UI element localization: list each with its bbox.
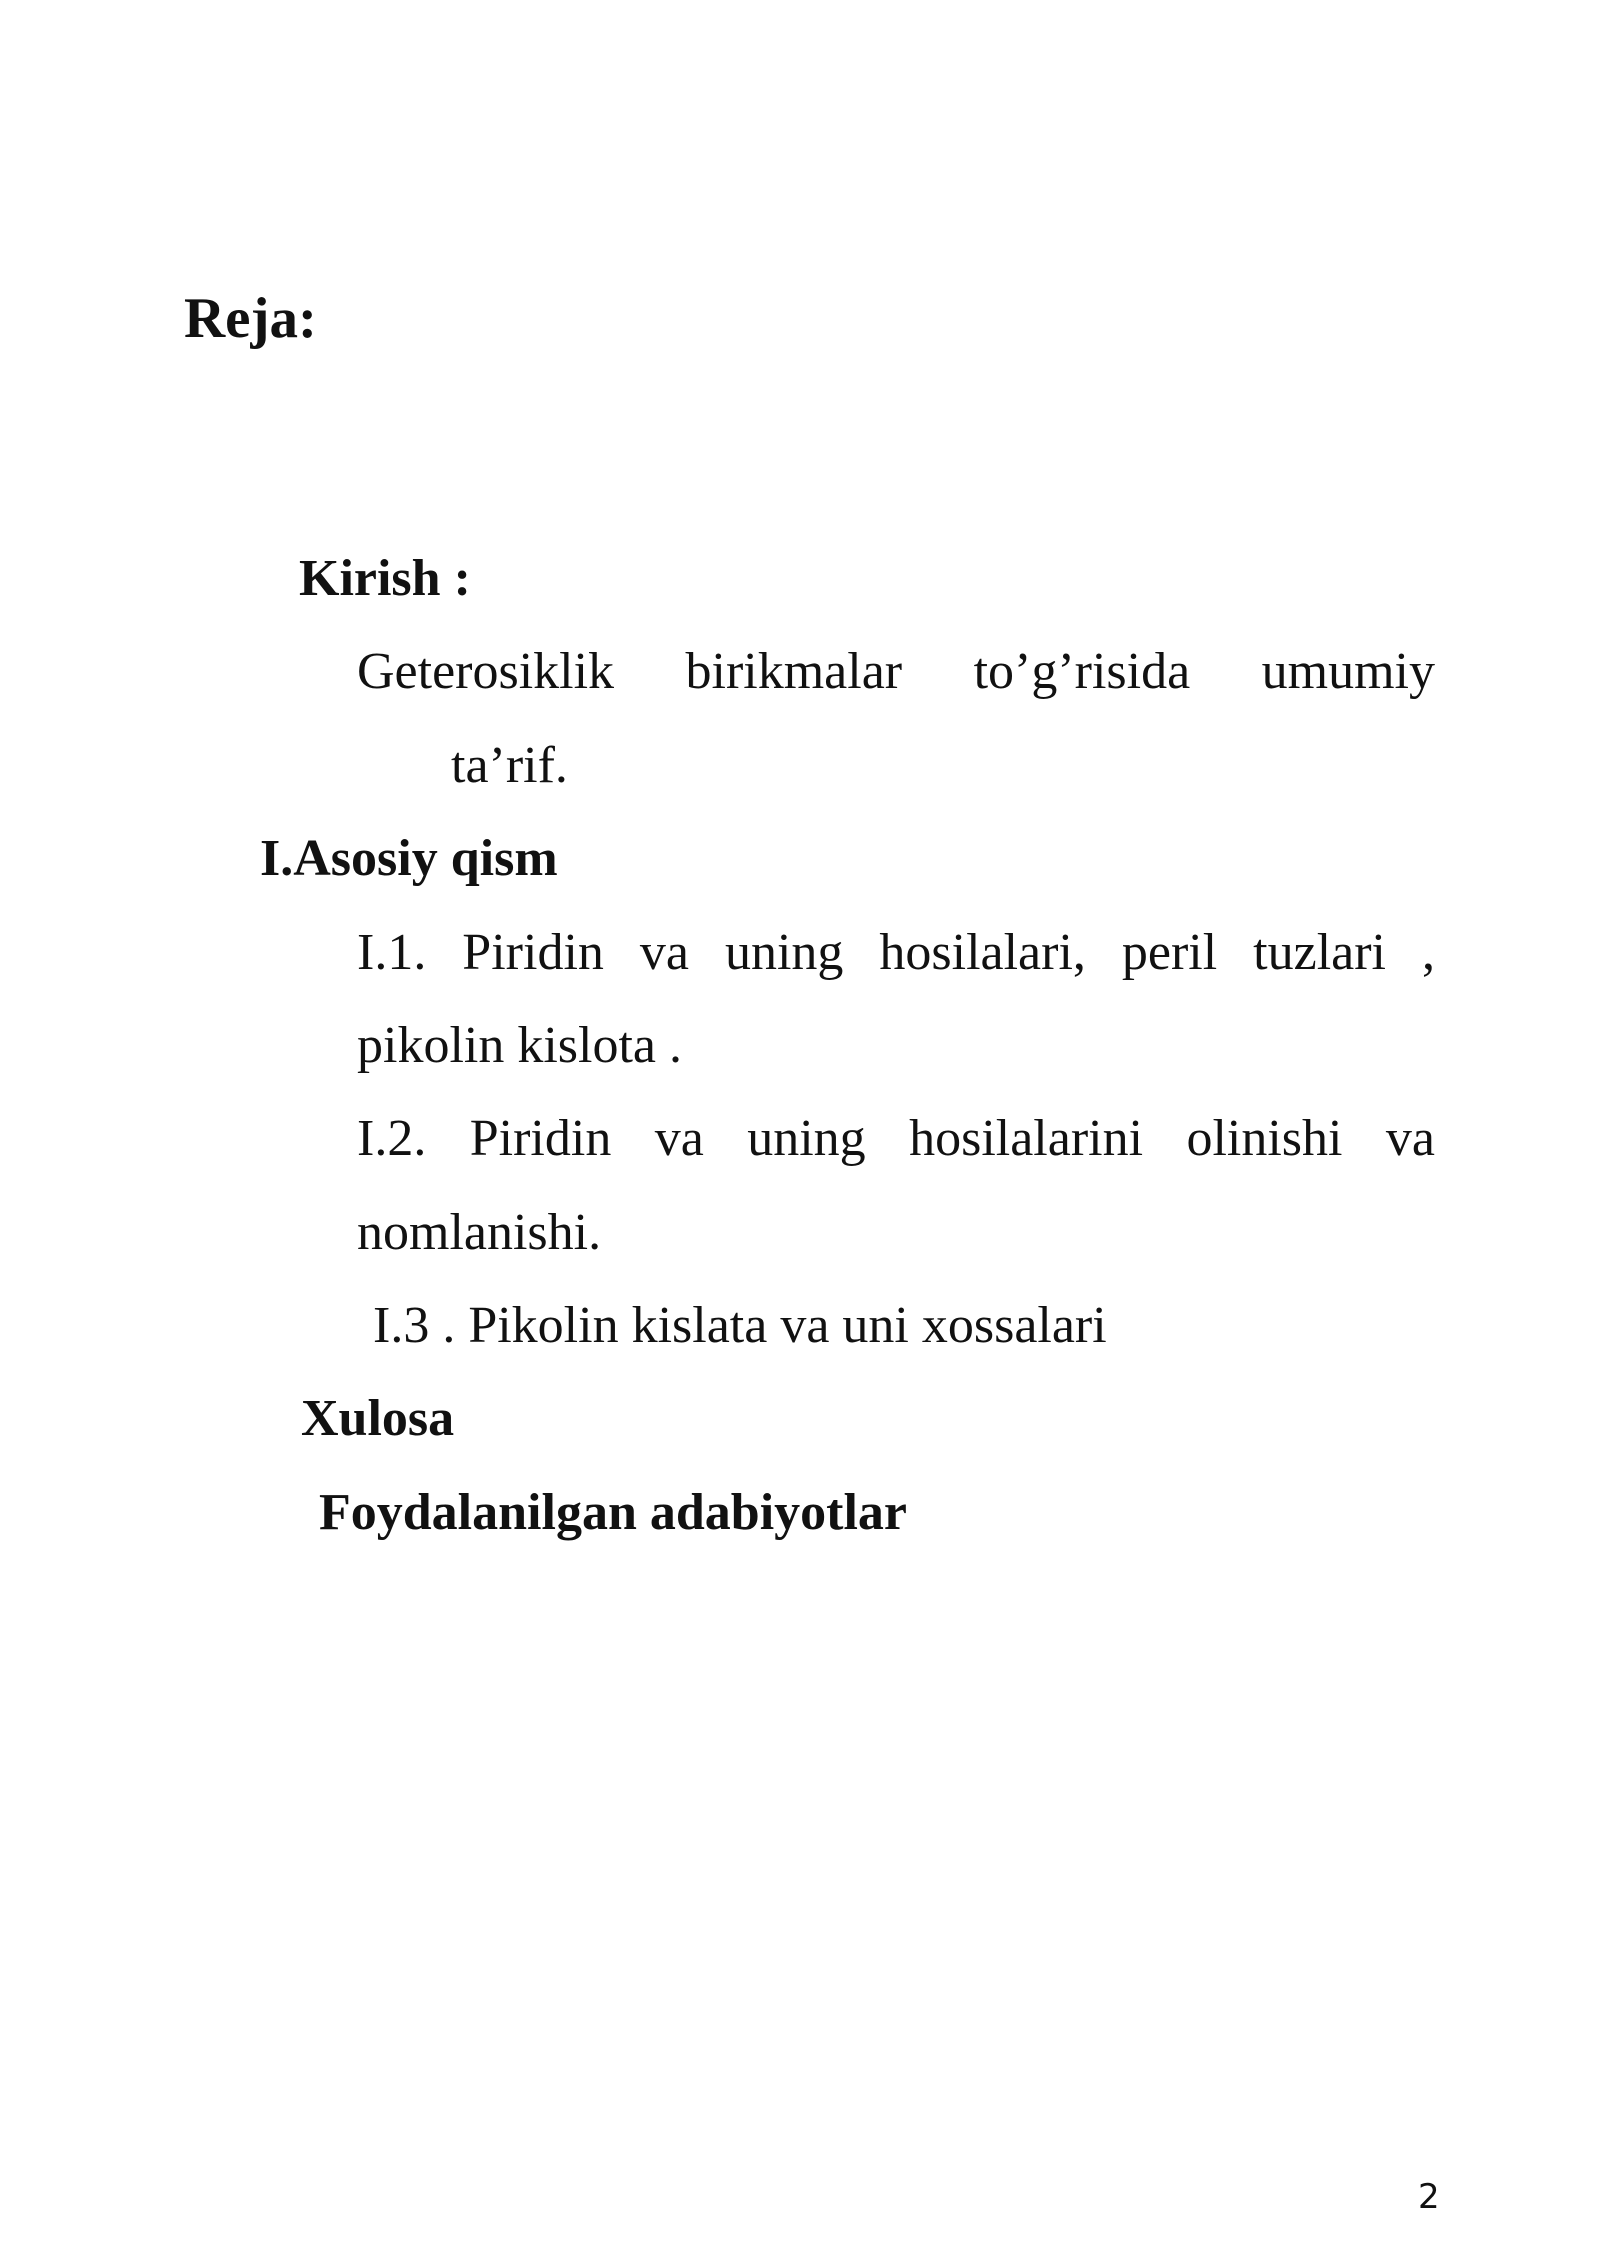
- item-2-line-2: nomlanishi.: [357, 1204, 602, 1261]
- page-number: 2: [1418, 2177, 1440, 2217]
- page-title: Reja:: [184, 287, 317, 350]
- references-heading: Foydalanilgan adabiyotlar: [319, 1484, 907, 1541]
- intro-text-line-2: ta’rif.: [451, 737, 568, 794]
- item-1-line-1: I.1. Piridin va uning hosilalari, peril tuzlari ,: [357, 924, 1435, 981]
- intro-text-line-1: Geterosiklik birikmalar to’g’risida umumiy: [357, 643, 1435, 700]
- item-3: I.3 . Pikolin kislata va uni xossalari: [373, 1297, 1107, 1354]
- main-section-heading: I.Asosiy qism: [260, 830, 558, 887]
- item-2-line-1: I.2. Piridin va uning hosilalarini olinishi va: [357, 1110, 1435, 1167]
- conclusion-heading: Xulosa: [301, 1390, 455, 1447]
- intro-heading: Kirish :: [299, 550, 471, 607]
- item-1-line-2: pikolin kislota .: [357, 1017, 682, 1074]
